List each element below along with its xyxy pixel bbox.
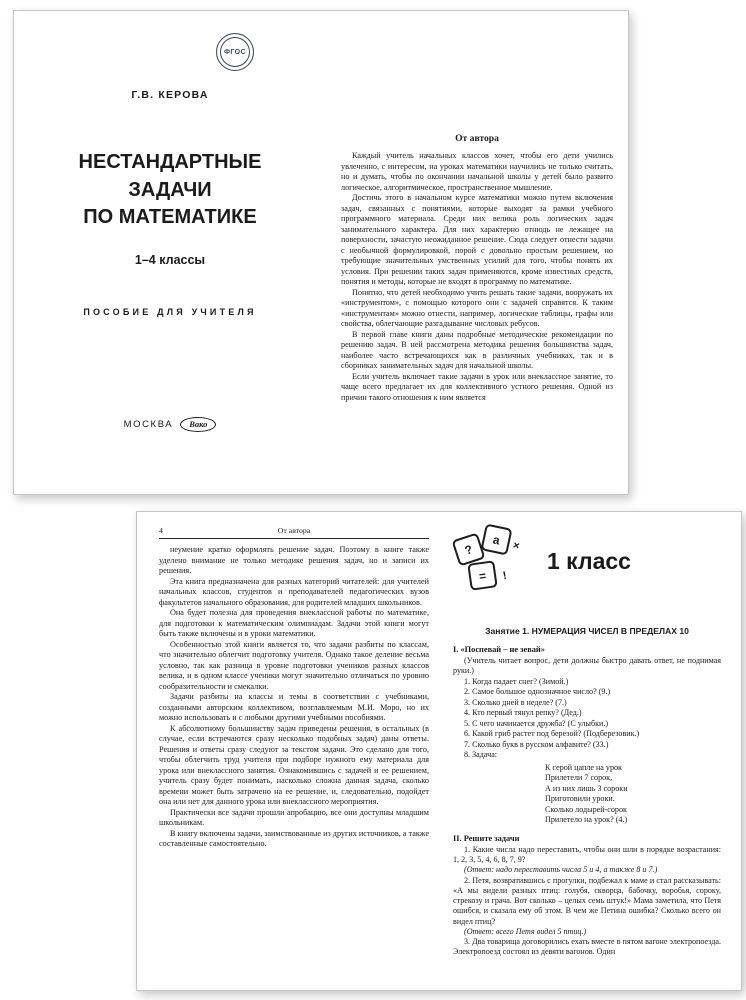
quiz-note: (Учитель читает вопрос, дети должны быстро давать ответ, не поднимая руки.) bbox=[453, 656, 721, 676]
section-heading: От автора bbox=[455, 133, 499, 144]
page4-column bbox=[159, 526, 429, 850]
task-answer: (Ответ: всего Петя видел 5 птиц.) bbox=[464, 926, 587, 936]
author-name: Г.В. КЕРОВА bbox=[131, 89, 209, 101]
city-label: МОСКВА bbox=[123, 419, 174, 430]
poem-line: Прилетело на урок? (4.) bbox=[545, 815, 628, 825]
poem-line: К серой цапле на урок bbox=[545, 762, 622, 772]
class1-column bbox=[453, 524, 721, 958]
chapter-title: 1 класс bbox=[547, 548, 631, 574]
paragraph: Каждый учитель начальных классов хочет, чтобы его дети учились увлеченно, с интересом, на уроках математики научились не только считать, но и думать, чтобы по окончании начальной школы у детей было развито логическое, алгоритмическое, пространственное мышление. bbox=[341, 151, 613, 192]
exclamation-icon: ! bbox=[501, 569, 508, 583]
quiz-item: 1. Когда падает снег? (Зимой.) bbox=[464, 676, 569, 686]
paragraph: Если учитель включает такие задачи в урок или внеклассное занятие, то чаще всего предлагает их для коллективного устного решения. Одной из причин такого отношения к ним является bbox=[341, 371, 613, 402]
book-title-line: ЗАДАЧИ bbox=[128, 178, 212, 201]
quiz-item: 2. Самое большое однозначное число? (9.) bbox=[464, 687, 611, 697]
quiz-item: 8. Задача: bbox=[464, 750, 498, 760]
poem-line: Приготовили уроки. bbox=[545, 794, 615, 804]
paragraph: Особенностью этой книги является то, что задачи разбиты по классам, что значительно облегчит подготовку учителя. Однако такое деление весьма условно, так как разница в уровне подготовки учеников разных классов велика, и в одном классе ученики могут значительно отличаться по уровню сообразительности и смекалки. bbox=[159, 639, 429, 691]
grades-label: 1–4 классы bbox=[134, 253, 206, 267]
paragraph: В первой главе книги даны подробные методические рекомендации по решению задач. В ней рассмотрена методика решения большинства задач, наиболее часто встречающихся как в различных учебниках, так и в сборниках занимательных задач для начальной школы. bbox=[341, 329, 613, 370]
task-answer: (Ответ: надо переставить числа 5 и 4, а также 8 и 7.) bbox=[464, 865, 658, 875]
paragraph: Понятно, что детей необходимо учить решать такие задачи, вооружать их «инструментом», с помощью которого они с задачей справятся. К таким «инструментам» можно отнести, например, логические таблицы, графы или свойства, облегчающие разгадывание числовых ребусов. bbox=[341, 287, 613, 328]
book-spread-top bbox=[13, 10, 629, 495]
paragraph: К абсолютному большинству задач приведены решения, в остальных (в случае, если встречаются сразу несколько подобных задач) даны ответы. Решения и ответы сразу следуют за текстом задачи. Это сделано для того, чтобы облегчить труд учителя при подборе нужного ему материала для урока или внеклассного занятия. Ознакомившись с задачей и ее решением, учитель сразу будет понимать, насколько сложна данная задача, сколько времени может быть затрачено на ее решение, и, следовательно, подойдет она или нет для данного урока или внеклассного мероприятия. bbox=[159, 723, 429, 806]
class1-page bbox=[439, 512, 741, 990]
die-symbol: a bbox=[491, 531, 502, 548]
fgos-label: ФГОС bbox=[224, 48, 246, 56]
quiz-item: 3. Сколько дней в неделе? (7.) bbox=[464, 697, 567, 707]
running-head bbox=[159, 526, 429, 539]
fgos-logo-icon bbox=[216, 33, 254, 71]
book-title-line: НЕСТАНДАРТНЫЕ bbox=[78, 151, 262, 173]
poem-line: Прилетели 7 сорок, bbox=[545, 773, 613, 783]
poem bbox=[545, 763, 721, 826]
intro-text bbox=[341, 151, 613, 403]
intro-page bbox=[326, 11, 628, 494]
task-text: 3. Два товарища договорились ехать вместе в пятом вагоне электропоезда. Электропоезд состоял из девяти вагонов. Один bbox=[453, 937, 721, 957]
lesson-title: Занятие 1. НУМЕРАЦИЯ ЧИСЕЛ В ПРЕДЕЛАХ 10 bbox=[485, 626, 689, 636]
page4-text bbox=[159, 545, 429, 850]
chapter-header bbox=[453, 524, 721, 610]
paragraph: Задачи разбиты на классы и темы в соответствии с учебниками, созданными авторским коллективом, возглавляемым М.И. Моро, но их можно использовать и с любыми другими учебными пособиями. bbox=[159, 692, 429, 722]
title-page bbox=[14, 11, 326, 494]
book-title-line: ПО МАТЕМАТИКЕ bbox=[83, 206, 257, 229]
imprint bbox=[22, 417, 318, 432]
poem-line: А из них лишь 3 сороки bbox=[545, 783, 628, 793]
die-icon bbox=[480, 523, 512, 555]
die-symbol: = bbox=[478, 568, 487, 583]
book-title bbox=[22, 149, 318, 232]
quiz-heading: I. «Поспевай – не зевай» bbox=[453, 645, 545, 654]
quiz-item: 4. Кто первый тянул репку? (Дед.) bbox=[464, 708, 582, 718]
quiz-item: 5. С чего начинается дружба? (С улыбки.) bbox=[464, 718, 609, 728]
quiz-list bbox=[453, 677, 721, 761]
paragraph: В книгу включены задачи, заимствованные из других источников, а также составленные самостоятельно. bbox=[159, 828, 429, 848]
poem-line: Сколько лодырей-сорок bbox=[545, 804, 627, 814]
paragraph: Эта книга предназначена для разных категорий читателей: для учителей начальных классов, студентов и преподавателей педагогических вузов факультетов начального образования, для родителей младших школьников. bbox=[159, 576, 429, 607]
publisher-logo: Вако bbox=[180, 417, 216, 432]
quiz-item: 6. Какой гриб растет под березой? (Подберезовик.) bbox=[464, 729, 640, 739]
quiz-item: 7. Сколько букв в русском алфавите? (33.) bbox=[464, 739, 609, 749]
paragraph: Достичь этого в начальном курсе математики можно путем включения задач, связанных с понятиями, которые выходят за рамки учебного программного материала. Среди них велика роль логических задач занимательного характера. Для них характерно отнюдь не лежащее на поверхности, зачастую неожиданное решение. Сюда следует отнести задачи с необычной формулировкой, порой с довольно простым решением, но требующие значительных умственных усилий для того, чтобы понять их условия. При решении таких задач применяются, кроме известных средств, понятия и методы, которые не входят в программу по математике. bbox=[341, 193, 613, 286]
page-number: 4 bbox=[159, 526, 163, 535]
task-text: 2. Петя, возвратившись с прогулки, подбежал к маме и стал рассказывать: «А мы видели разных птиц: голубя, скворца, бабочку, воробья, сороку, стрекозу и грача. Вот сколько – целых семь штук!» Мама заметила, что Петя ошибся, и сказала ему об этом. В чем же Петина ошибка? Сколько всего он видел птиц? bbox=[453, 875, 721, 926]
tasks-heading: II. Решите задачи bbox=[453, 833, 520, 843]
paragraph: Практически все задачи прошли апробацию, все они доступны младшим школьникам. bbox=[159, 807, 429, 827]
page-4 bbox=[137, 512, 439, 990]
paragraph: неумение кратко оформлять решение задач. Поэтому в книге также уделено внимание не только методике решения задач, но и записи их решения. bbox=[159, 545, 429, 575]
paragraph: Она будет полезна для проведения внеклассной работы по математике, для подготовки к математическим олимпиадам. Задачи этой книги могут быть также включены и в уроки математики. bbox=[159, 608, 429, 638]
running-head-title: От автора bbox=[277, 526, 311, 535]
multiply-icon: × bbox=[511, 539, 521, 553]
die-icon bbox=[467, 560, 497, 590]
book-spread-bottom bbox=[136, 511, 742, 991]
die-symbol: ? bbox=[462, 541, 475, 558]
intro-column bbox=[341, 133, 613, 403]
task-text: 1. Какие числа надо переставить, чтобы они шли в порядке возрастания: 1, 2, 3, 5, 4, 6, 8, 7, 9? bbox=[453, 844, 721, 865]
series-label: ПОСОБИЕ ДЛЯ УЧИТЕЛЯ bbox=[83, 307, 257, 317]
